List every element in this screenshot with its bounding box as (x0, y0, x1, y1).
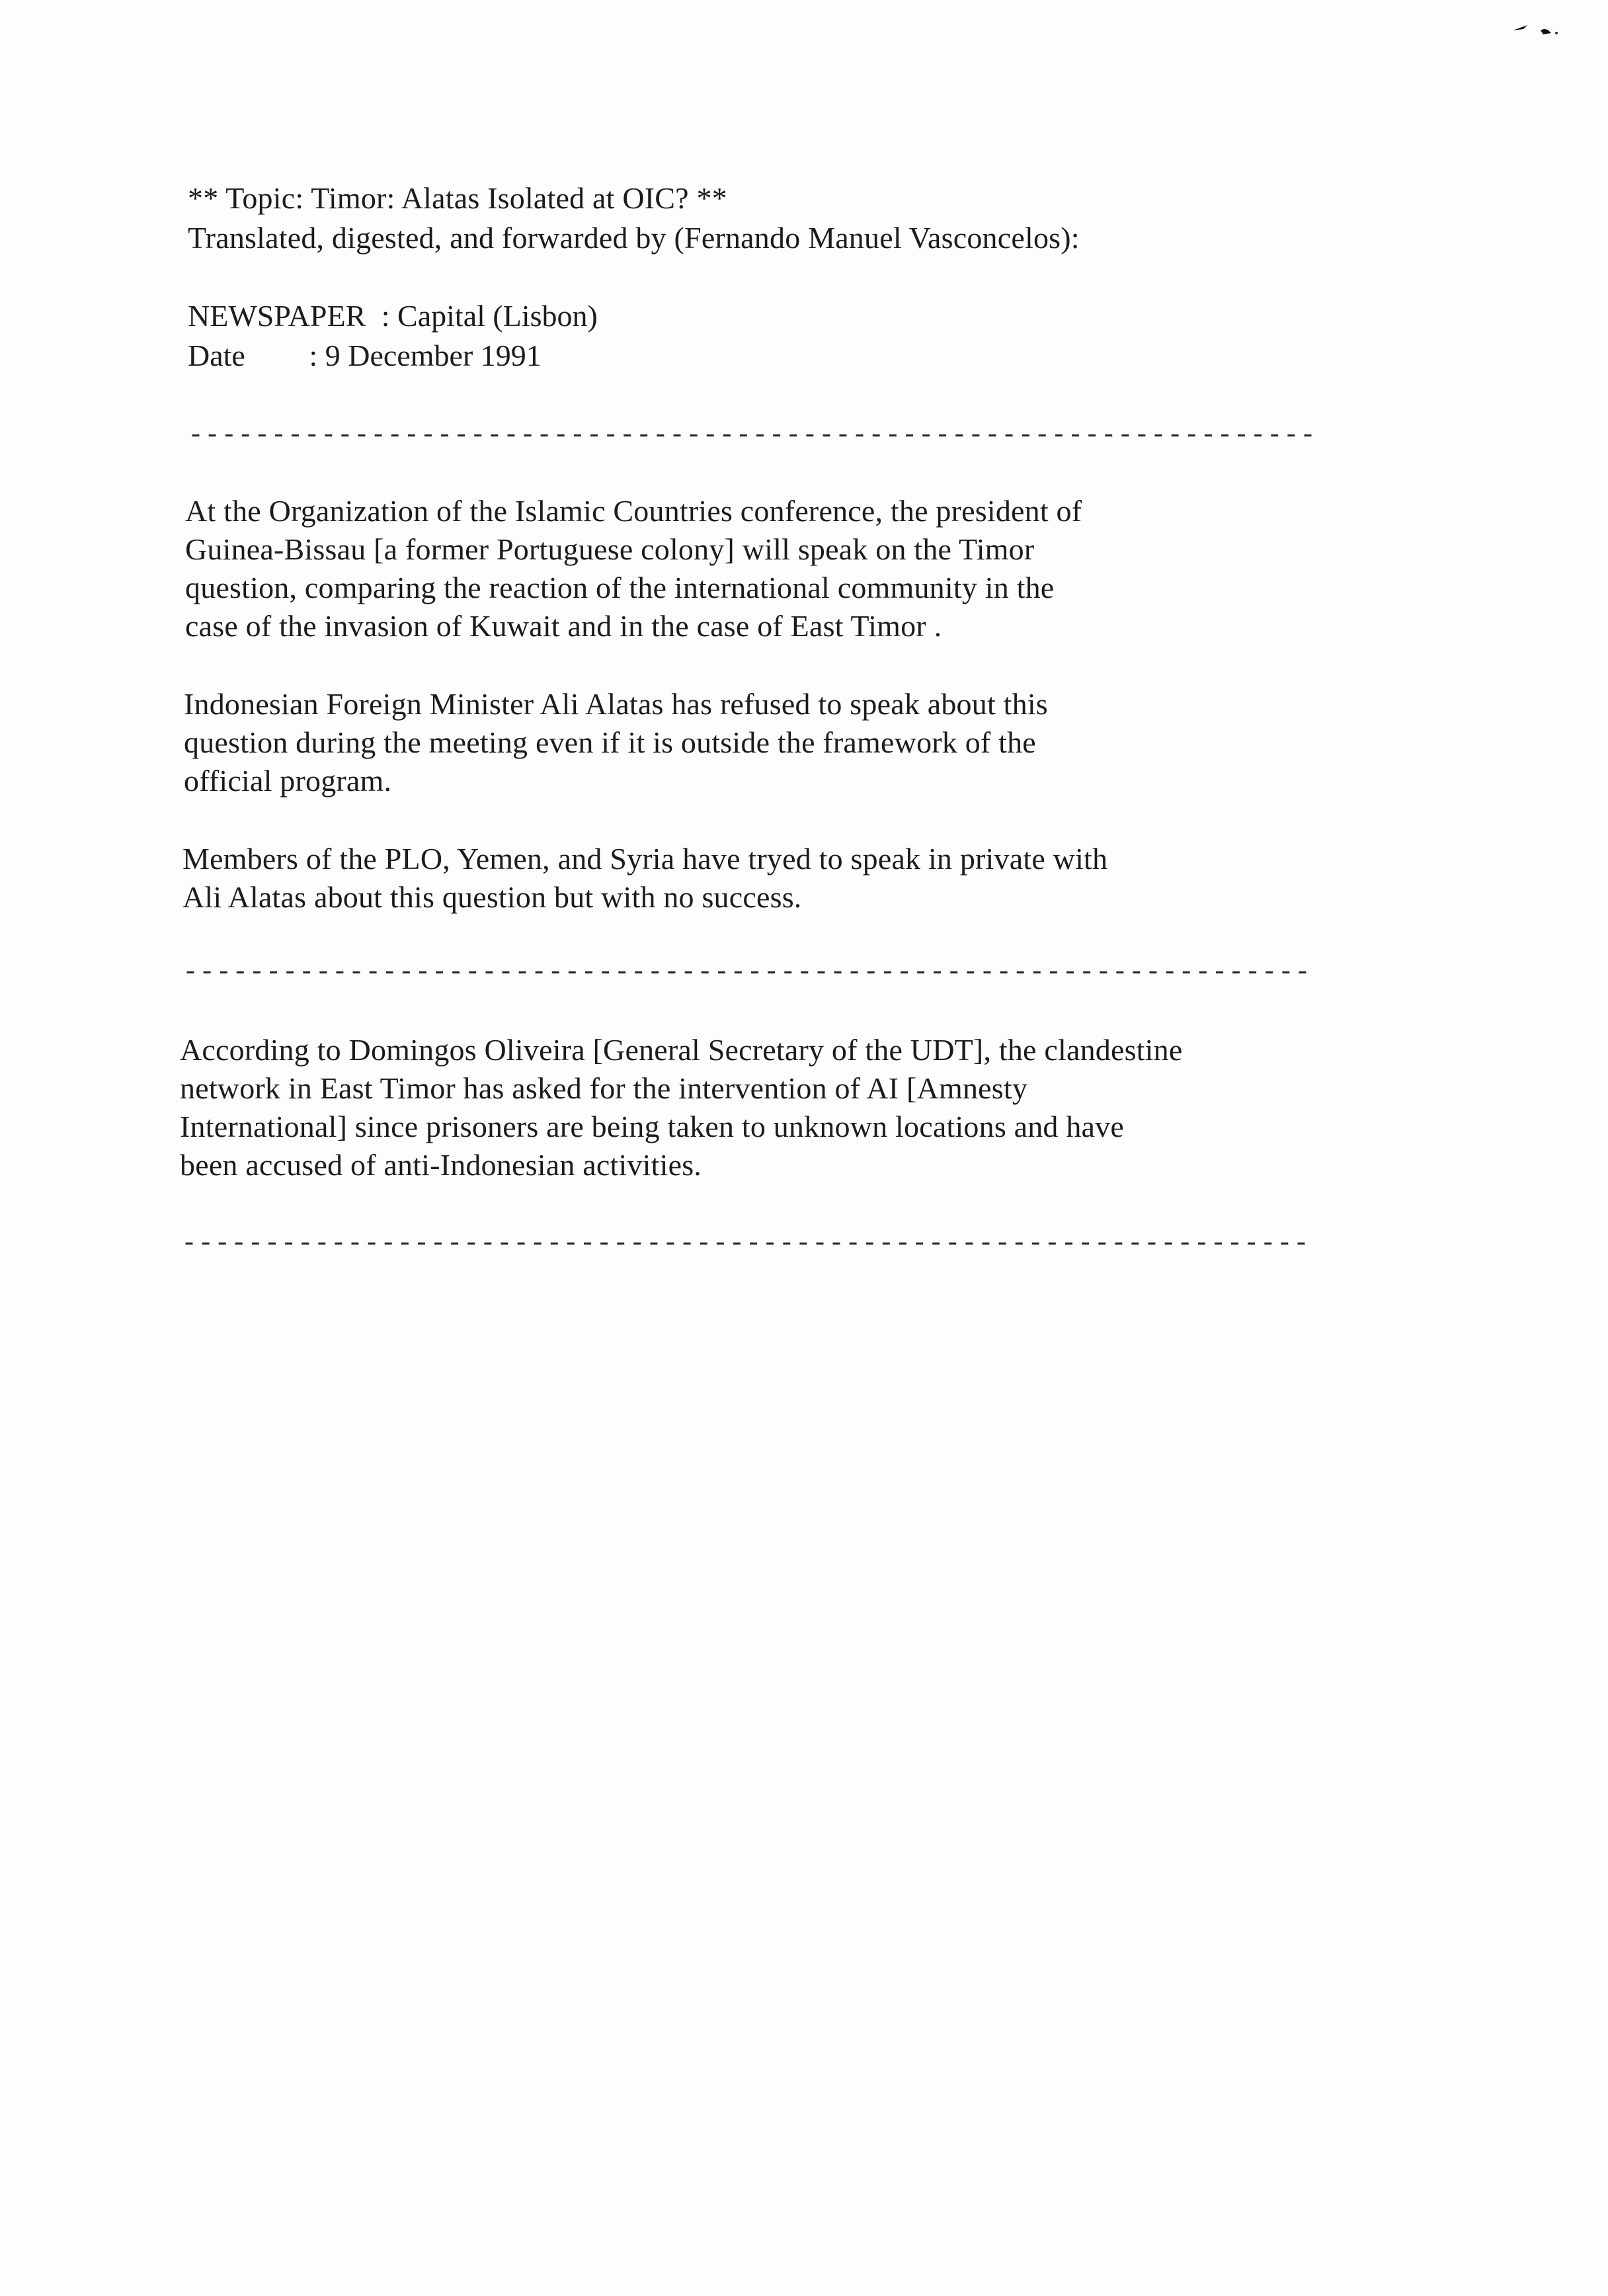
newspaper-value: : Capital (Lisbon) (381, 299, 598, 333)
date-value: : 9 December 1991 (309, 339, 542, 372)
separator-2: -------------------------------------------------------------------- (182, 958, 1312, 988)
paragraph-1-line: case of the invasion of Kuwait and in the case of East Timor . (185, 609, 942, 643)
paragraph-4-line: International] since prisoners are being taken to unknown locations and have (180, 1110, 1124, 1143)
paragraph-4-line: network in East Timor has asked for the intervention of AI [Amnesty (180, 1071, 1028, 1105)
paragraph-3-line: Members of the PLO, Yemen, and Syria have tryed to speak in private with (182, 842, 1108, 876)
newspaper-row (188, 298, 598, 335)
newspaper-label: NEWSPAPER (188, 299, 366, 333)
paragraph-1-line: question, comparing the reaction of the international community in the (185, 571, 1055, 604)
paragraph-4-line: been accused of anti-Indonesian activities. (180, 1148, 702, 1182)
paragraph-2-line: question during the meeting even if it is outside the framework of the (184, 725, 1036, 759)
separator-1: -------------------------------------------------------------------- (188, 421, 1317, 451)
separator-3: -------------------------------------------------------------------- (181, 1229, 1310, 1259)
translated-by-line: Translated, digested, and forwarded by (Fernando Manuel Vasconcelos): (188, 221, 1080, 255)
paragraph-4-line: According to Domingos Oliveira [General Secretary of the UDT], the clandestine (180, 1033, 1183, 1067)
paragraph-2-line: Indonesian Foreign Minister Ali Alatas has refused to speak about this (184, 687, 1048, 721)
topic-line: ** Topic: Timor: Alatas Isolated at OIC? ** (188, 181, 727, 215)
paragraph-1-line: Guinea-Bissau [a former Portuguese colony] will speak on the Timor (185, 532, 1035, 566)
paragraph-3-line: Ali Alatas about this question but with no success. (182, 880, 802, 914)
date-row (188, 337, 542, 374)
paragraph-1-line: At the Organization of the Islamic Countries conference, the president of (185, 494, 1082, 528)
scan-marks-icon (1508, 16, 1567, 42)
paragraph-2-line: official program. (184, 764, 392, 798)
date-label: Date (188, 339, 245, 372)
